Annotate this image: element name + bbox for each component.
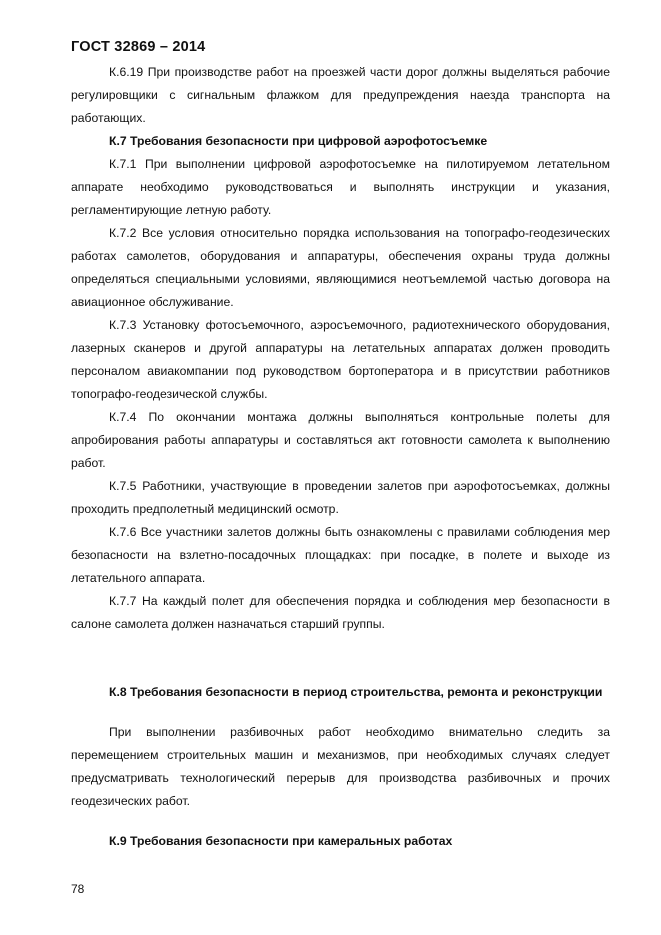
section-spacer [71,813,610,830]
paragraph-k7-3: К.7.3 Установку фотосъемочного, аэросъемочного, радиотехнического оборудования, лазерных сканеров и другой аппаратуры на летательных аппаратах должен проводить персоналом авиакомпании под руководством бортоператора и в присутствии работников топографо-геодезической службы. [71,318,610,401]
paragraph-k7-4: К.7.4 По окончании монтажа должны выполняться контрольные полеты для апробирования работы аппаратуры и составляться акт готовности самолета к выполнению работ. [71,410,610,470]
paragraph-k7-7: К.7.7 На каждый полет для обеспечения порядка и соблюдения мер безопасности в салоне самолета должен назначаться старший группы. [71,594,610,631]
section-heading-k8: К.8 Требования безопасности в период строительства, ремонта и реконструкции [109,685,603,699]
paragraph-k8: При выполнении разбивочных работ необходимо внимательно следить за перемещением строительных машин и механизмов, при необходимых случаях следует предусматривать технологический перерыв для производства разбивочных и прочих геодезических работ. [71,725,610,808]
section-heading-k7: К.7 Требования безопасности при цифровой аэрофотосъемке [109,134,488,148]
section-heading-k9: К.9 Требования безопасности при камеральных работах [109,834,453,848]
section-spacer [71,636,610,681]
paragraph-k7-5: К.7.5 Работники, участвующие в проведении залетов при аэрофотосъемках, должны проходить предполетный медицинский осмотр. [71,479,610,516]
document-body [71,61,610,853]
section-spacer [71,704,610,721]
paragraph-k6-19: К.6.19 При производстве работ на проезжей части дорог должны выделяться рабочие регулировщики с сигнальным флажком для предупреждения наезда транспорта на работающих. [71,65,610,125]
paragraph-k7-1: К.7.1 При выполнении цифровой аэрофотосъемке на пилотируемом летательном аппарате необходимо руководствоваться и выполнять инструкции и указания, регламентирующие летную работу. [71,157,610,217]
page-number: 78 [71,882,85,896]
paragraph-k7-2: К.7.2 Все условия относительно порядка использования на топографо-геодезических работах самолетов, оборудования и аппаратуры, обеспечения охраны труда должны определяться специальными условиями, являющимися неотъемлемой частью договора на авиационное обслуживание. [71,226,610,309]
document-header: ГОСТ 32869 – 2014 [71,39,206,55]
paragraph-k7-6: К.7.6 Все участники залетов должны быть ознакомлены с правилами соблюдения мер безопасности на взлетно-посадочных площадках: при посадке, в полете и выходе из летательного аппарата. [71,525,610,585]
